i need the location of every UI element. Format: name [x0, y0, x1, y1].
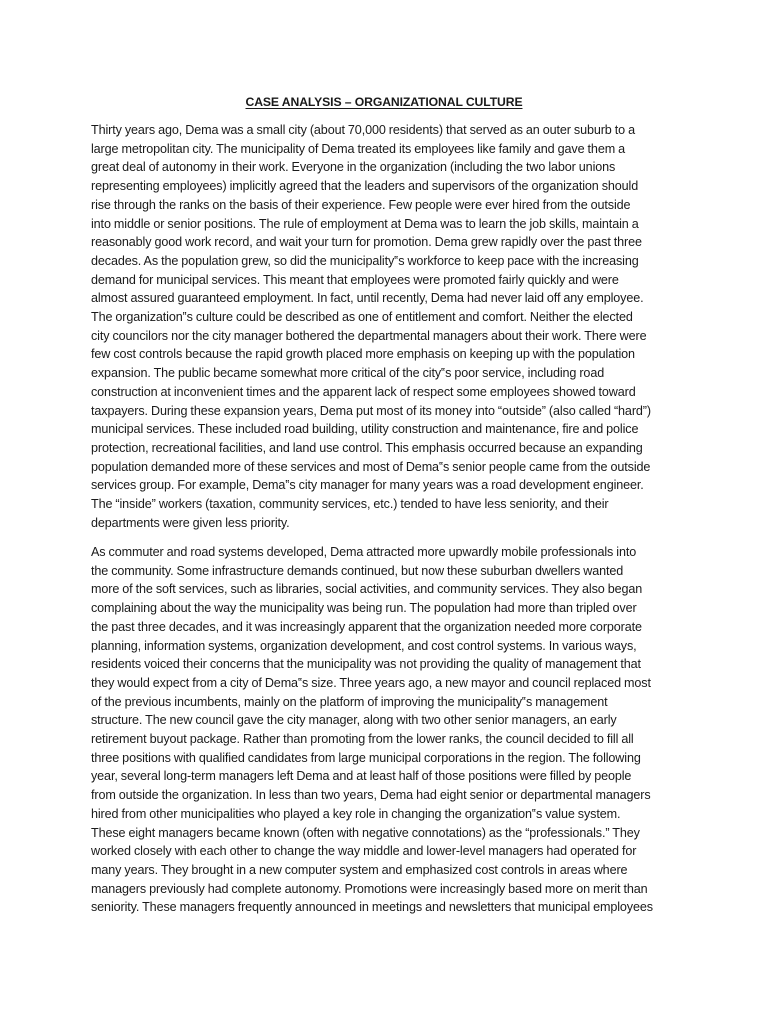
text-line: city councilors nor the city manager bothered the departmental managers about their work. There were [91, 328, 647, 343]
text-line: decades. As the population grew, so did the municipality‟s workforce to keep pace with the increasing [91, 253, 639, 268]
text-line: These eight managers became known (often with negative connotations) as the “professionals.” They [91, 825, 640, 840]
text-line: representing employees) implicitly agreed that the leaders and supervisors of the organization should [91, 179, 639, 194]
text-line: almost assured guaranteed employment. In fact, until recently, Dema had never laid off any employee. [91, 291, 644, 306]
paragraph-1 [91, 121, 691, 532]
text-line: reasonably good work record, and wait your turn for promotion. Dema grew rapidly over the past three [91, 235, 642, 250]
text-line: many years. They brought in a new computer system and emphasized cost controls in areas where [91, 862, 628, 877]
text-line: planning, information systems, organization development, and cost control systems. In various ways, [91, 638, 637, 653]
text-line: the past three decades, and it was increasingly apparent that the organization needed more corporate [91, 619, 642, 634]
text-line: of the previous incumbents, mainly on the platform of improving the municipality‟s management [91, 694, 608, 709]
document-title: CASE ANALYSIS – ORGANIZATIONAL CULTURE [245, 95, 523, 109]
text-line: retirement buyout package. Rather than promoting from the lower ranks, the council decided to fill all [91, 732, 634, 747]
text-line: the community. Some infrastructure demands continued, but now these suburban dwellers wanted [91, 563, 624, 578]
text-line: As commuter and road systems developed, Dema attracted more upwardly mobile professionals into [91, 545, 637, 559]
text-line: seniority. These managers frequently announced in meetings and newsletters that municipal employees [91, 900, 653, 915]
text-line: taxpayers. During these expansion years, Dema put most of its money into “outside” (also called “hard”) [91, 403, 651, 418]
text-line: more of the soft services, such as libraries, social activities, and community services. They also began [91, 582, 643, 597]
text-line: managers previously had complete autonomy. Promotions were increasingly based more on merit than [91, 881, 648, 896]
text-line: rise through the ranks on the basis of their experience. Few people were ever hired from the outside [91, 197, 631, 212]
text-line: complaining about the way the municipality was being run. The population had more than tripled over [91, 601, 637, 616]
text-line: expansion. The public became somewhat more critical of the city‟s poor service, including road [91, 366, 605, 381]
text-line: hired from other municipalities who played a key role in changing the organization‟s value system. [91, 806, 621, 821]
text-line: great deal of autonomy in their work. Everyone in the organization (including the two labor unions [91, 160, 616, 175]
text-line: year, several long-term managers left Dema and at least half of those positions were filled by people [91, 769, 632, 784]
text-line: The “inside” workers (taxation, community services, etc.) tended to have less seniority, and their [91, 497, 609, 512]
text-line: worked closely with each other to change the way middle and lower-level managers had operated for [91, 844, 637, 859]
text-line: protection, recreational facilities, and land use control. This emphasis occurred because an expanding [91, 440, 643, 455]
text-line: from outside the organization. In less than two years, Dema had eight senior or departmental managers [91, 788, 651, 803]
text-line: they would expect from a city of Dema‟s size. Three years ago, a new mayor and council replaced most [91, 675, 651, 690]
text-line: construction at inconvenient times and the apparent lack of respect some employees showed toward [91, 384, 636, 399]
text-line: residents voiced their concerns that the municipality was not providing the quality of management that [91, 657, 641, 672]
text-line: into middle or senior positions. The rule of employment at Dema was to learn the job skills, maintain a [91, 216, 639, 231]
text-line: demand for municipal services. This meant that employees were promoted fairly quickly and were [91, 272, 619, 287]
text-line: services group. For example, Dema‟s city manager for many years was a road development engineer. [91, 478, 644, 493]
text-line: departments were given less priority. [91, 515, 290, 530]
text-line: population demanded more of these services and most of Dema‟s senior people came from the outside [91, 459, 651, 474]
text-line: The organization‟s culture could be described as one of entitlement and comfort. Neither the elected [91, 310, 633, 325]
text-line: structure. The new council gave the city manager, along with two other senior managers, an early [91, 713, 617, 728]
text-line: three positions with qualified candidates from large municipal corporations in the region. The following [91, 750, 641, 765]
text-line: large metropolitan city. The municipality of Dema treated its employees like family and gave them a [91, 141, 626, 156]
text-line: Thirty years ago, Dema was a small city (about 70,000 residents) that served as an outer suburb to a [91, 123, 636, 137]
text-line: few cost controls because the rapid growth placed more emphasis on keeping up with the population [91, 347, 635, 362]
text-line: municipal services. These included road building, utility construction and maintenance, fire and police [91, 422, 639, 437]
paragraph-2 [91, 543, 691, 917]
